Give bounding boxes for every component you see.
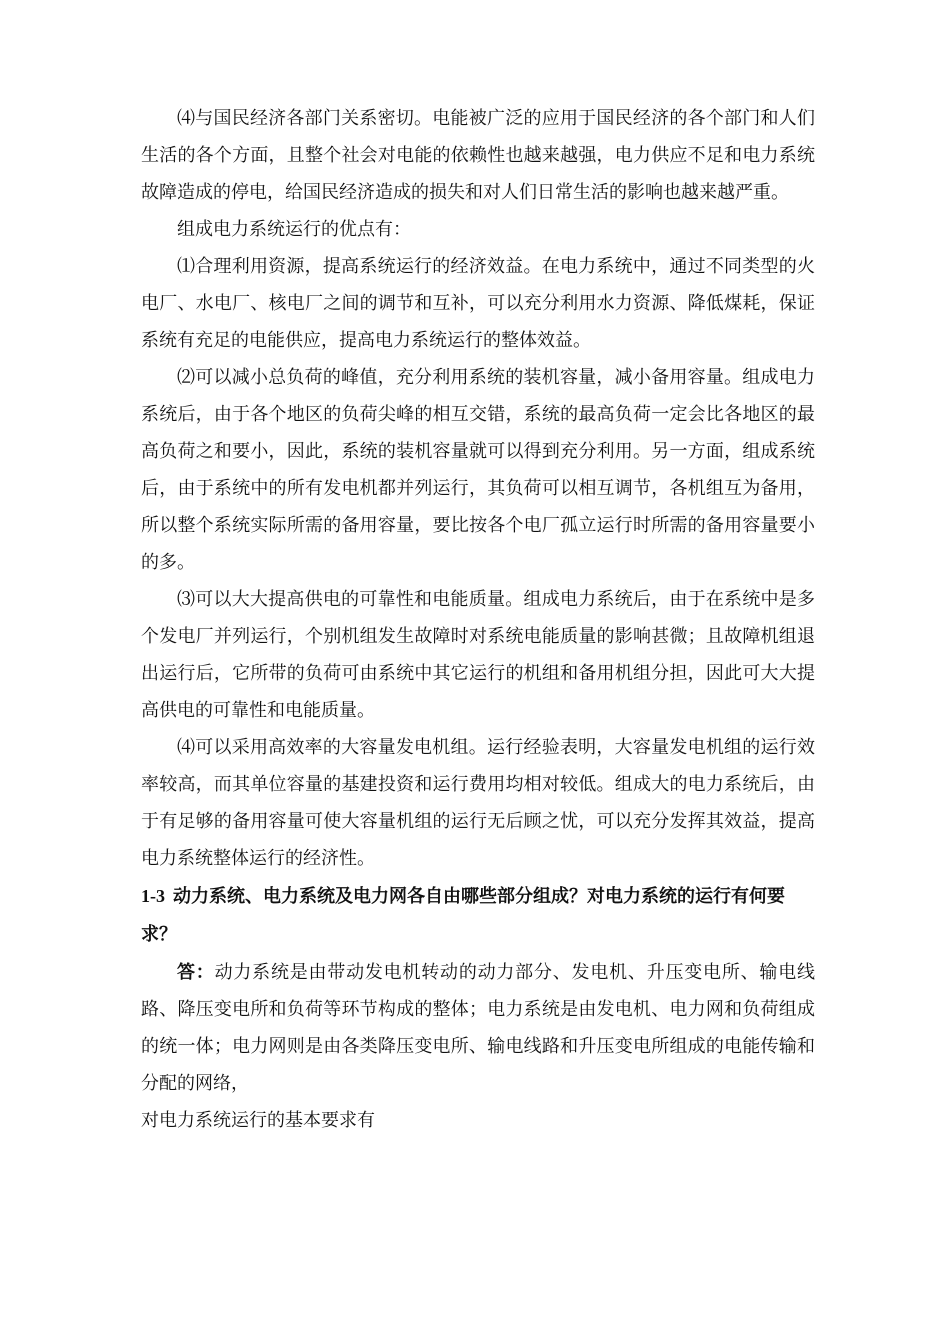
- answer-paragraph: [141, 954, 815, 1102]
- question-number: 1-3: [141, 886, 165, 906]
- paragraph-advantages-intro: 组成电力系统运行的优点有：: [177, 219, 411, 240]
- answer-label: 答：: [177, 962, 215, 983]
- paragraph-advantage-4: ⑷可以采用高效率的大容量发电机组。运行经验表明，大容量发电机组的运行效率较高，而其单位容量的基建投资和运行费用均相对较低。组成大的电力系统后，由于有足够的备用容量可使大容量机组的运行无后顾之忧，可以充分发挥其效益，提高电力系统整体运行的经济性。: [141, 737, 815, 869]
- answer-followup: 对电力系统运行的基本要求有: [141, 1110, 375, 1131]
- answer-text: 动力系统是由带动发电机转动的动力部分、发电机、升压变电所、输电线路、降压变电所和负荷等环节构成的整体；电力系统是由发电机、电力网和负荷组成的统一体；电力网则是由各类降压变电所、输电线路和升压变电所组成的电能传输和分配的网络，: [141, 962, 815, 1094]
- question-text: 动力系统、电力系统及电力网各自由哪些部分组成？对电力系统的运行有何要求？: [141, 886, 785, 945]
- paragraph-advantage-3: ⑶可以大大提高供电的可靠性和电能质量。组成电力系统后，由于在系统中是多个发电厂并列运行，个别机组发生故障时对系统电能质量的影响甚微；且故障机组退出运行后，它所带的负荷可由系统中其它运行的机组和备用机组分担，因此可大大提高供电的可靠性和电能质量。: [141, 589, 815, 721]
- question-heading: [141, 877, 815, 954]
- document-body: [141, 100, 815, 1139]
- paragraph-advantage-2: ⑵可以减小总负荷的峰值，充分利用系统的装机容量，减小备用容量。组成电力系统后，由于各个地区的负荷尖峰的相互交错，系统的最高负荷一定会比各地区的最高负荷之和要小，因此，系统的装机容量就可以得到充分利用。另一方面，组成系统后，由于系统中的所有发电机都并列运行，其负荷可以相互调节，各机组互为备用，所以整个系统实际所需的备用容量，要比按各个电厂孤立运行时所需的备用容量要小的多。: [141, 367, 815, 573]
- paragraph-advantage-1: ⑴合理利用资源，提高系统运行的经济效益。在电力系统中，通过不同类型的火电厂、水电厂、核电厂之间的调节和互补，可以充分利用水力资源、降低煤耗，保证系统有充足的电能供应，提高电力系统运行的整体效益。: [141, 256, 815, 351]
- paragraph-close-relation: ⑷与国民经济各部门关系密切。电能被广泛的应用于国民经济的各个部门和人们生活的各个方面，且整个社会对电能的依赖性也越来越强，电力供应不足和电力系统故障造成的停电，给国民经济造成的损失和对人们日常生活的影响也越来越严重。: [141, 108, 815, 203]
